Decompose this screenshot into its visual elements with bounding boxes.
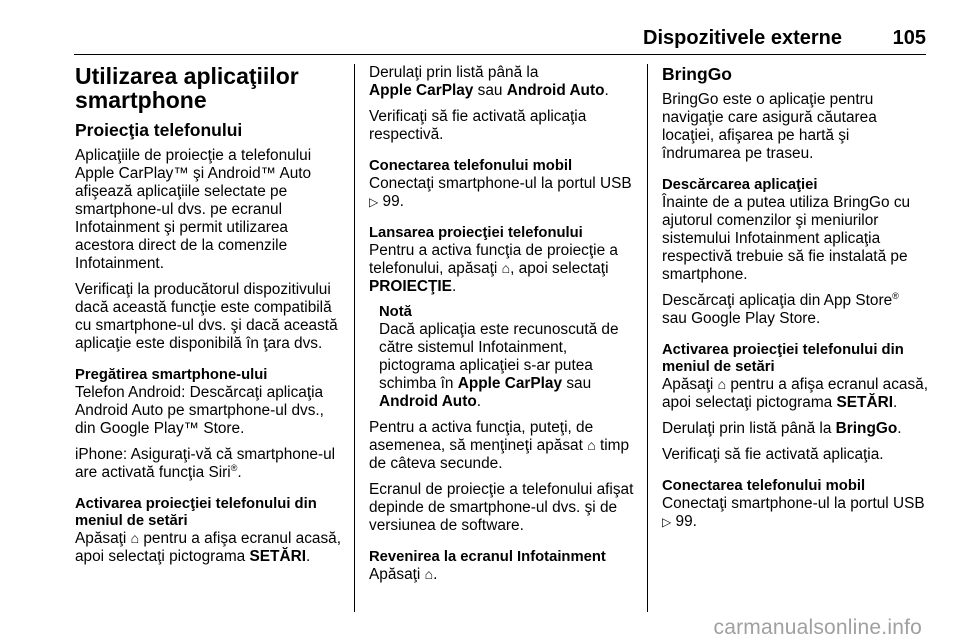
paragraph: Verificaţi la producătorul dispozitivului dacă această funcţie este compatibilă cu smartphone-ul dvs. şi dacă această aplicaţie este disponibilă în ţara dvs. [75, 281, 338, 352]
paragraph: Pentru a activa funcţia de proiecţie a telefonului, apăsaţi ⌂, apoi selectaţi PROIECŢIE. [369, 242, 618, 295]
subsection-title-phone-projection: Proiecţia telefonului [75, 120, 243, 140]
home-icon: ⌂ [501, 260, 511, 276]
note-title: Notă [379, 304, 412, 320]
section-title-bringgo: BringGo [662, 64, 732, 84]
paragraph: iPhone: Asiguraţi-vă că smartphone-ul are activată funcţia Siri®. [75, 446, 336, 481]
paragraph: Derulaţi prin listă până la BringGo. [662, 420, 902, 437]
page-reference-arrow-icon: ▷ [369, 195, 379, 209]
page-reference-arrow-icon: ▷ [662, 515, 672, 529]
settings-label: SETĂRI [249, 548, 306, 565]
paragraph: Conectaţi smartphone-ul la portul USB ▷ 99. [369, 175, 632, 210]
paragraph: Apăsaţi ⌂. [369, 566, 438, 583]
page-number: 105 [892, 27, 926, 49]
home-icon: ⌂ [424, 566, 434, 582]
column-3 [662, 64, 928, 539]
paragraph: Pentru a activa funcţia, puteţi, de asemenea, să menţineţi apăsat ⌂ timp de câteva secunde. [369, 419, 630, 472]
heading-launch-projection: Lansarea proiecţiei telefonului [369, 225, 583, 241]
home-icon: ⌂ [717, 376, 727, 392]
paragraph: Ecranul de proiecţie a telefonului afişat depinde de smartphone-ul dvs. şi de versiunea de software. [369, 481, 634, 534]
heading-download-app: Descărcarea aplicaţiei [662, 177, 818, 193]
page-header [74, 0, 926, 55]
paragraph: Conectaţi smartphone-ul la portul USB ▷ 99. [662, 495, 925, 530]
paragraph: Înainte de a putea utiliza BringGo cu ajutorul comenzilor şi meniurilor sistemului Infotainment aplicaţia respectivă trebuie să fie instalată pe smartphone. [662, 194, 911, 283]
heading-activate-projection: Activarea proiecţiei telefonului din meniul de setări [662, 342, 904, 375]
home-icon: ⌂ [130, 530, 140, 546]
paragraph: Descărcaţi aplicaţia din App Store® sau Google Play Store. [662, 290, 899, 327]
paragraph: Apăsaţi ⌂ pentru a afişa ecranul acasă, apoi selectaţi pictograma SETĂRI. [662, 376, 929, 411]
heading-return-infotainment: Revenirea la ecranul Infotainment [369, 549, 606, 565]
chapter-title: Dispozitivele externe [643, 27, 842, 49]
heading-connect-phone: Conectarea telefonului mobil [662, 478, 866, 494]
paragraph: Telefon Android: Descărcaţi aplicaţia Android Auto pe smartphone-ul dvs., din Google Play™ Store. [75, 384, 324, 437]
paragraph: BringGo este o aplicaţie pentru navigaţie care asigură căutarea locaţiei, afişarea pe hartă şi îndrumarea pe traseu. [662, 91, 877, 162]
note-box: Notă Dacă aplicaţia este recunoscută de către sistemul Infotainment, pictograma aplicaţiei s-ar putea schimba în Apple CarPlay sau Android Auto. [369, 304, 635, 411]
heading-prepare-smartphone: Pregătirea smartphone-ului [75, 367, 268, 383]
heading-activate-projection: Activarea proiecţiei telefonului din meniul de setări [75, 496, 317, 529]
paragraph: Aplicaţiile de proiecţie a telefonului Apple CarPlay™ şi Android™ Auto afişează aplicaţiile selectate pe smartphone-ul dvs. pe ecranul Infotainment şi permit utilizarea acestora direct de la comenzile Infotainment. [75, 147, 312, 272]
column-divider-left [354, 64, 355, 612]
column-2 [369, 64, 635, 592]
paragraph: Derulaţi prin listă până la Apple CarPlay sau Android Auto. [369, 64, 609, 99]
paragraph: Verificaţi să fie activată aplicaţia respectivă. [369, 108, 587, 143]
watermark: carmanualsonline.info [713, 616, 922, 639]
section-title: Utilizarea aplicaţiilor smartphone [75, 63, 299, 113]
heading-connect-phone: Conectarea telefonului mobil [369, 158, 573, 174]
home-icon: ⌂ [587, 437, 596, 453]
paragraph: Verificaţi să fie activată aplicaţia. [662, 446, 884, 463]
column-divider-right [647, 64, 648, 612]
column-1 [75, 64, 341, 574]
paragraph: Apăsaţi ⌂ pentru a afişa ecranul acasă, apoi selectaţi pictograma SETĂRI. [75, 530, 342, 565]
